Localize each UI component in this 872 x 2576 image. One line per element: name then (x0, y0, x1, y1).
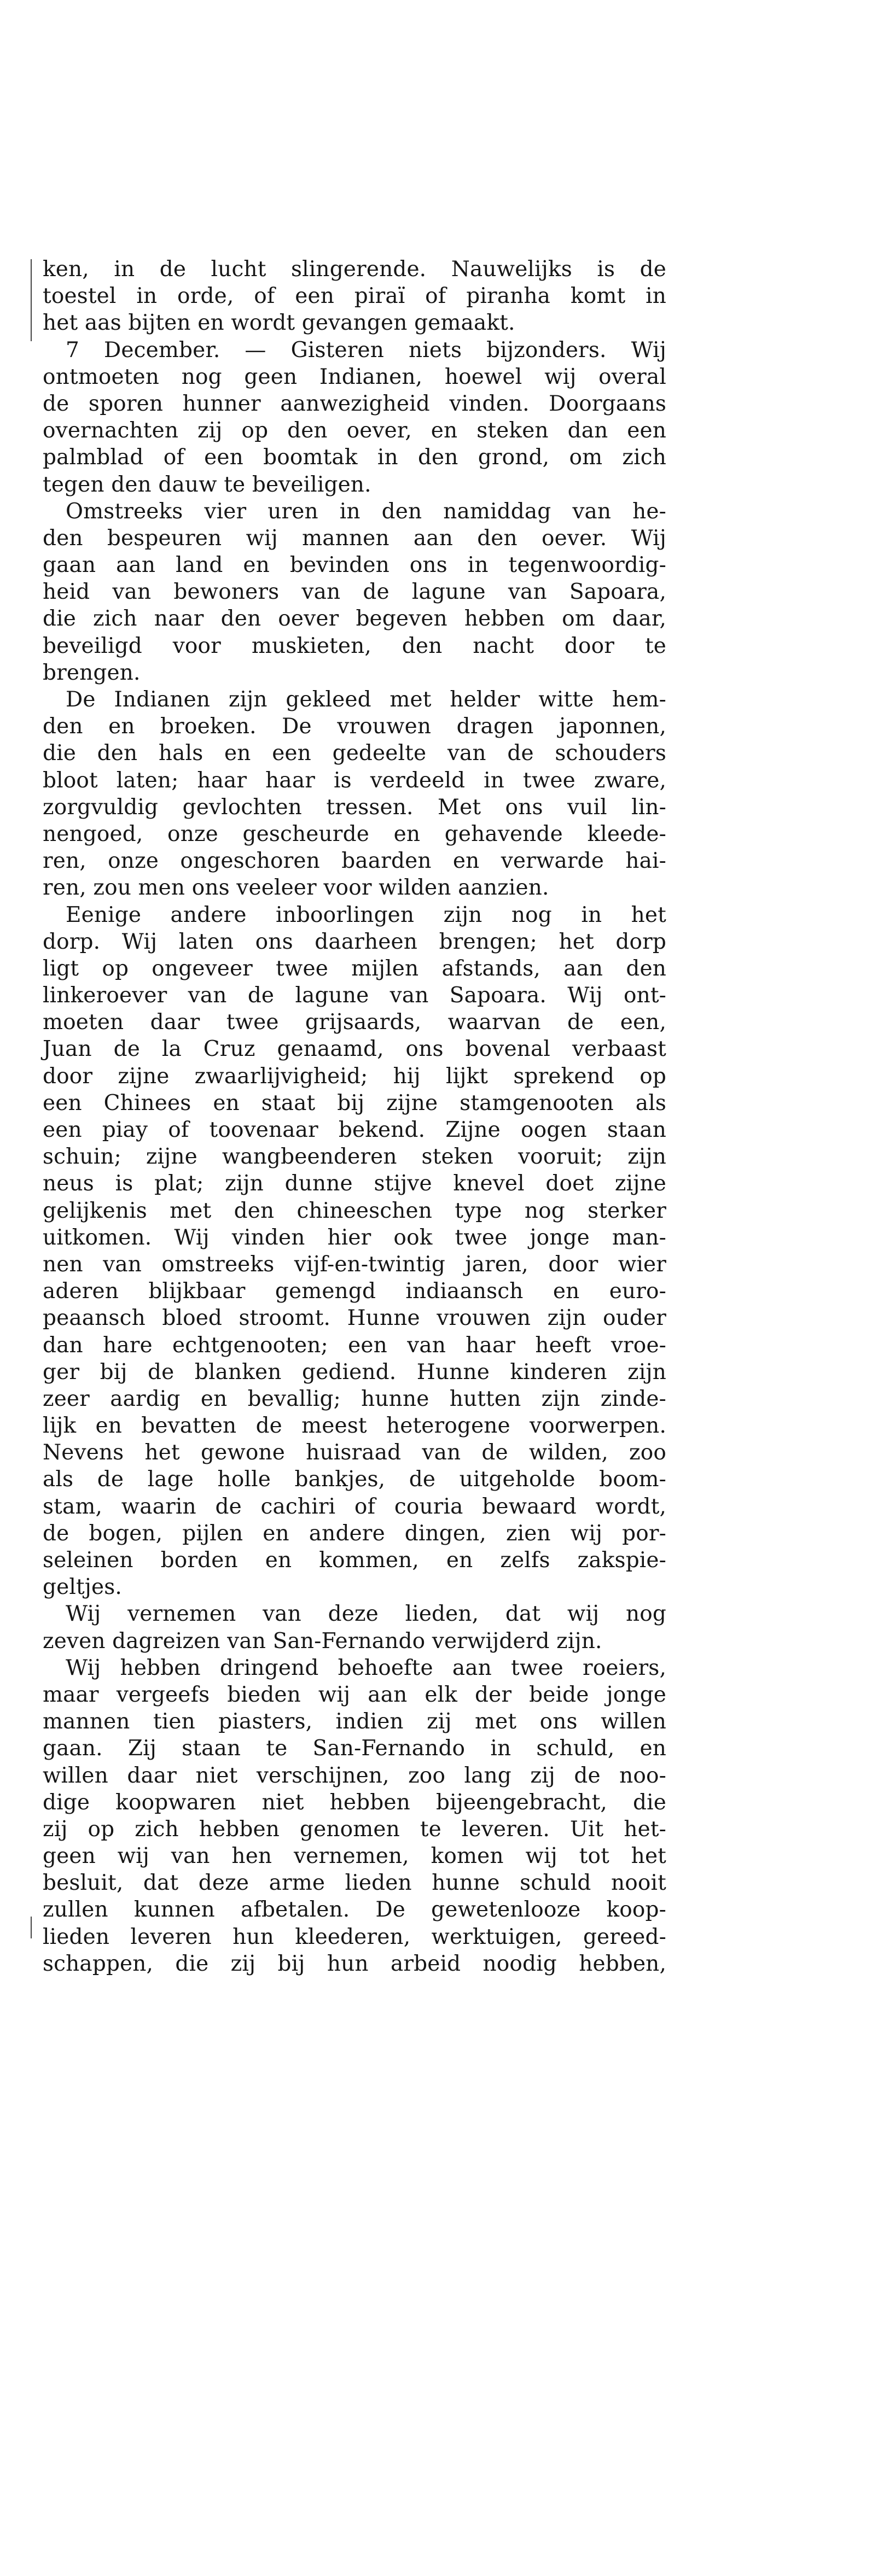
text-line: seleinen borden en kommen, en zelfs zakspie- (43, 1548, 666, 1573)
text-line: moeten daar twee grijsaards, waarvan de een, (43, 1010, 666, 1035)
text-line: gaan aan land en bevinden ons in tegenwoordig- (43, 553, 666, 578)
text-line: brengen. (43, 660, 141, 685)
text-line: nengoed, onze gescheurde en gehavende kleede- (43, 821, 666, 846)
text-line: den bespeuren wij mannen aan den oever. Wij (43, 525, 666, 551)
text-line: lieden leveren hun kleederen, werktuigen, gereed- (43, 1924, 666, 1949)
text-line: palmblad of een boomtak in den grond, om zich (43, 445, 666, 470)
text-line: Juan de la Cruz genaamd, ons bovenal verbaast (43, 1037, 666, 1062)
text-line: ren, onze ongeschoren baarden en verwarde hai- (43, 849, 666, 874)
text-line: gaan. Zij staan te San-Fernando in schuld, en (43, 1736, 666, 1761)
text-line: geen wij van hen vernemen, komen wij tot het (43, 1844, 666, 1869)
text-line: willen daar niet verschijnen, zoo lang zij de noo- (43, 1763, 666, 1788)
text-line: de bogen, pijlen en andere dingen, zien wij por- (43, 1521, 666, 1546)
text-line: linkeroever van de lagune van Sapoara. Wij ont- (43, 983, 666, 1008)
text-line: Eenige andere inboorlingen zijn nog in het (66, 902, 666, 927)
text-line: de sporen hunner aanwezigheid vinden. Doorgaans (43, 391, 666, 416)
text-line: ken, in de lucht slingerende. Nauwelijks is de (43, 257, 666, 282)
text-line: Wij hebben dringend behoefte aan twee roeiers, (66, 1655, 666, 1680)
text-line: dige koopwaren niet hebben bijeengebracht, die (43, 1790, 666, 1815)
text-line: aderen blijkbaar gemengd indiaansch en euro- (43, 1279, 666, 1304)
text-line: overnachten zij op den oever, en steken dan een (43, 418, 666, 443)
text-line: beveiligd voor muskieten, den nacht door te (43, 633, 666, 658)
text-line: dan hare echtgenooten; een van haar heeft vroe- (43, 1333, 666, 1358)
text-line: dorp. Wij laten ons daarheen brengen; het dorp (43, 929, 666, 954)
text-line: een Chinees en staat bij zijne stamgenooten als (43, 1090, 666, 1115)
text-line: Omstreeks vier uren in den namiddag van he- (66, 499, 666, 524)
text-line: die zich naar den oever begeven hebben om daar, (43, 606, 666, 632)
text-line: schappen, die zij bij hun arbeid noodig hebben, (43, 1951, 666, 1976)
text-line: ligt op ongeveer twee mijlen afstands, aan den (43, 956, 666, 981)
text-line: ren, zou men ons veeleer voor wilden aanzien. (43, 875, 549, 901)
margin-rule-mark (31, 1917, 32, 1938)
text-line: zullen kunnen afbetalen. De gewetenlooze koop- (43, 1897, 666, 1923)
text-line: zorgvuldig gevlochten tressen. Met ons vuil lin- (43, 795, 666, 820)
text-line: nen van omstreeks vijf-en-twintig jaren, door wier (43, 1252, 666, 1277)
text-line: tegen den dauw te beveiligen. (43, 472, 371, 497)
text-line: stam, waarin de cachiri of couria bewaard wordt, (43, 1494, 666, 1519)
text-line: door zijne zwaarlijvigheid; hij lijkt sprekend op (43, 1064, 666, 1089)
text-line: een piay of toovenaar bekend. Zijne oogen staan (43, 1118, 666, 1142)
text-line: die den hals en een gedeelte van de schouders (43, 741, 666, 766)
text-line: als de lage holle bankjes, de uitgeholde boom- (43, 1467, 666, 1492)
text-line: lijk en bevatten de meest heterogene voorwerpen. (43, 1413, 666, 1439)
text-line: 7 December. — Gisteren niets bijzonders. Wij (66, 337, 666, 363)
text-line: bloot laten; haar haar is verdeeld in twee zware, (43, 768, 666, 793)
text-line: geltjes. (43, 1575, 122, 1600)
text-line: Nevens het gewone huisraad van de wilden, zoo (43, 1440, 666, 1465)
text-line: gelijkenis met den chineeschen type nog sterker (43, 1198, 666, 1223)
text-line: maar vergeefs bieden wij aan elk der beide jonge (43, 1682, 666, 1707)
text-line: zeer aardig en bevallig; hunne hutten zijn zinde- (43, 1386, 666, 1411)
body-text (43, 256, 666, 1977)
text-line: schuin; zijne wangbeenderen steken vooruit; zijn (43, 1144, 666, 1170)
text-line: Wij vernemen van deze lieden, dat wij nog (66, 1602, 666, 1627)
text-line: zij op zich hebben genomen te leveren. Uit het- (43, 1816, 666, 1842)
text-line: ger bij de blanken gediend. Hunne kinderen zijn (43, 1359, 666, 1385)
margin-rule-mark (31, 259, 32, 341)
text-line: toestel in orde, of een piraï of piranha komt in (43, 284, 666, 309)
text-line: uitkomen. Wij vinden hier ook twee jonge man- (43, 1225, 666, 1250)
text-line: neus is plat; zijn dunne stijve knevel doet zijne (43, 1171, 666, 1196)
text-line: ontmoeten nog geen Indianen, hoewel wij overal (43, 364, 666, 389)
text-line: het aas bijten en wordt gevangen gemaakt. (43, 311, 515, 336)
text-line: De Indianen zijn gekleed met helder witte hem- (66, 687, 666, 712)
text-line: besluit, dat deze arme lieden hunne schuld nooit (43, 1871, 666, 1896)
text-line: zeven dagreizen van San-Fernando verwijderd zijn. (43, 1628, 602, 1654)
text-line: heid van bewoners van de lagune van Sapoara, (43, 580, 666, 605)
text-line: den en broeken. De vrouwen dragen japonnen, (43, 714, 666, 739)
text-line: mannen tien piasters, indien zij met ons willen (43, 1709, 666, 1734)
text-line: peaansch bloed stroomt. Hunne vrouwen zijn ouder (43, 1306, 666, 1331)
